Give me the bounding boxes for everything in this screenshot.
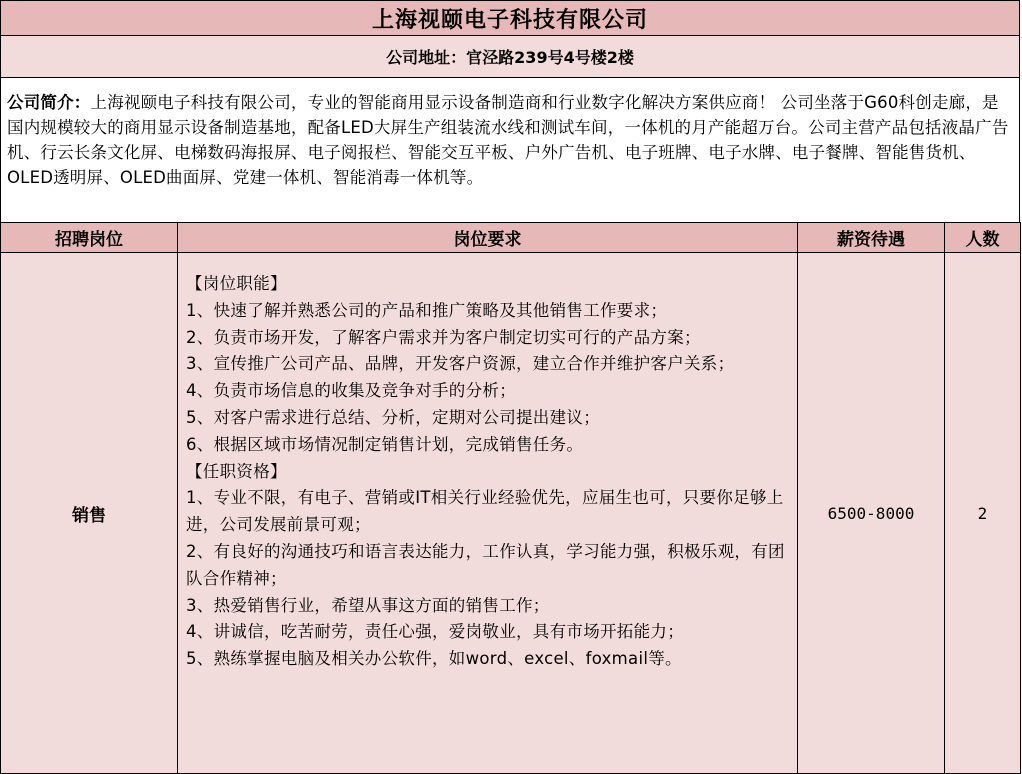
requirement-line: 2、有良好的沟通技巧和语言表达能力，工作认真，学习能力强，积极乐观，有团队合作精神；	[186, 541, 785, 588]
requirement-line: 3、热爱销售行业，希望从事这方面的销售工作；	[186, 595, 550, 615]
table-row	[1, 253, 1021, 774]
requirement-line: 2、负责市场开发，了解客户需求并为客户制定切实可行的产品方案；	[186, 327, 701, 347]
header-count: 人数	[945, 223, 1021, 253]
requirement-line: 【任职资格】	[186, 461, 287, 481]
requirements-cell	[178, 253, 798, 774]
header-requirements: 岗位要求	[178, 223, 798, 253]
table-header-row	[1, 223, 1021, 253]
header-salary: 薪资待遇	[798, 223, 945, 253]
requirement-line: 6、根据区域市场情况制定销售计划，完成销售任务。	[186, 434, 584, 454]
requirement-line: 1、快速了解并熟悉公司的产品和推广策略及其他销售工作要求；	[186, 300, 668, 320]
requirement-line: 1、专业不限，有电子、营销或IT相关行业经验优先，应届生也可，只要你足够上进，公司发展前景可观；	[186, 488, 784, 535]
company-name: 上海视颐电子科技有限公司	[371, 7, 648, 33]
salary-cell: 6500-8000	[798, 253, 945, 774]
address-value: 官泾路239号4号楼2楼	[466, 48, 634, 67]
header-post: 招聘岗位	[1, 223, 178, 253]
requirement-line: 3、宣传推广公司产品、品牌，开发客户资源，建立合作并维护客户关系；	[186, 354, 735, 374]
post-cell: 销售	[1, 253, 178, 774]
intro-label: 公司简介：	[7, 93, 91, 112]
requirement-line: 4、讲诚信，吃苦耐劳，责任心强，爱岗敬业，具有市场开拓能力；	[186, 622, 684, 642]
jobs-table	[0, 222, 1021, 774]
requirement-line: 4、负责市场信息的收集及竞争对手的分析；	[186, 381, 516, 401]
requirement-line: 5、对客户需求进行总结、分析，定期对公司提出建议；	[186, 407, 600, 427]
address-label: 公司地址：	[386, 48, 467, 67]
company-title	[0, 0, 1020, 36]
requirement-line: 【岗位职能】	[186, 274, 287, 293]
count-cell: 2	[945, 253, 1021, 774]
company-intro	[0, 77, 1020, 223]
requirement-line: 5、熟练掌握电脑及相关办公软件，如word、excel、foxmail等。	[186, 649, 682, 669]
intro-text: 上海视颐电子科技有限公司，专业的智能商用显示设备制造商和行业数字化解决方案供应商！ 公司坐落于G60科创走廊，是国内规模较大的商用显示设备制造基地，配备LED大屏生产组装流水线和测试车间，一体机的月产能超万台。公司主营产品包括液晶广告机、行云长条文化屏、电梯数码海报屏、电子阅报栏、智能交互平板、户外广告机、电子班牌、电子水牌、电子餐牌、智能售货机、OLED透明屏、OLED曲面屏、党建一体机、智能消毒一体机等。	[7, 93, 1009, 187]
company-address-row	[0, 35, 1020, 78]
